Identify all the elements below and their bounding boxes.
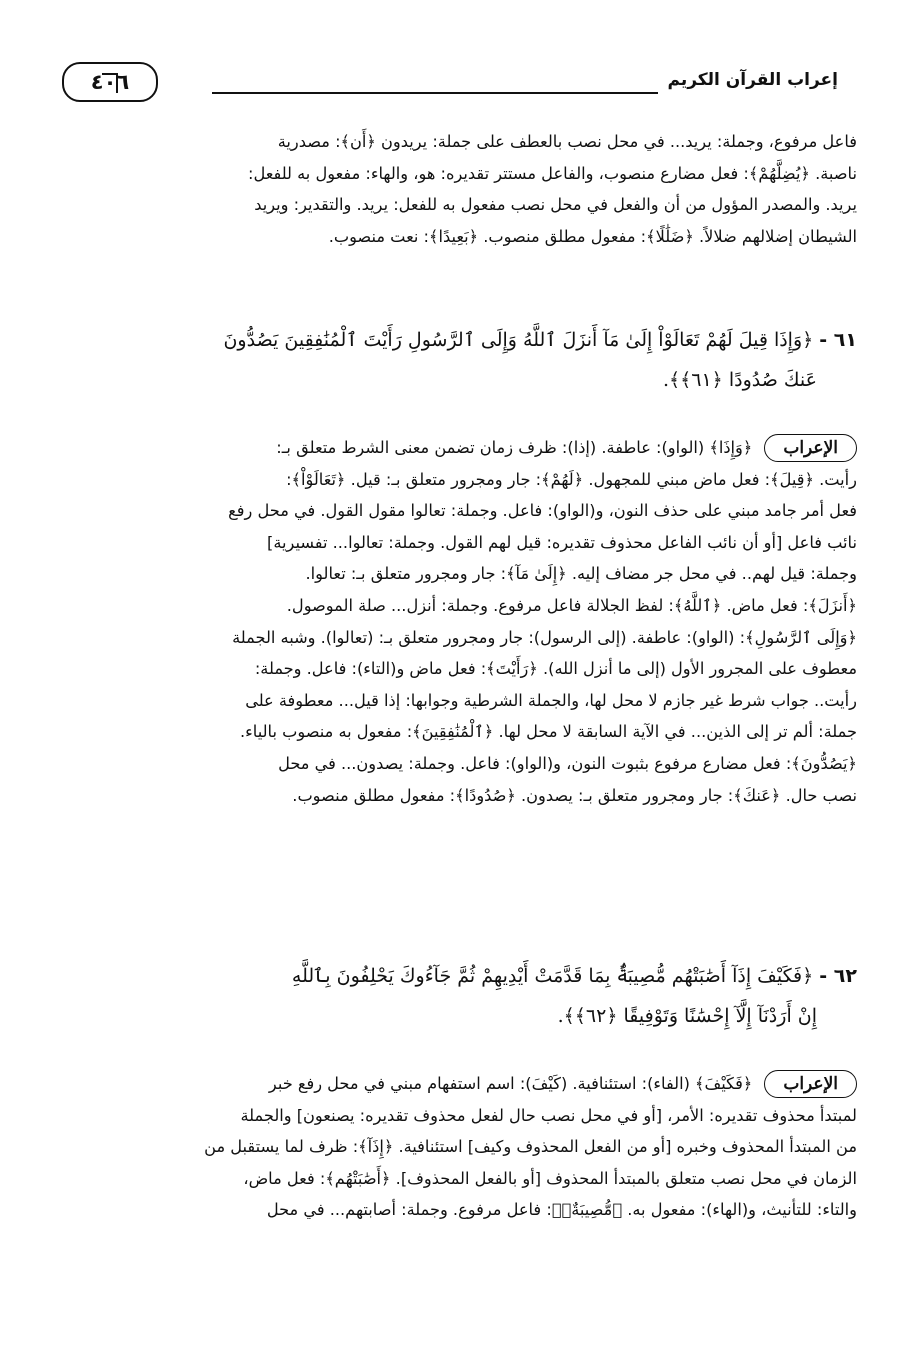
text-line: الشيطان إضلالهم ضلالاً. ﴿ضَلَٰلًا﴾: مفعول مطلق منصوب. ﴿بَعِيدًا﴾: نعت منصوب. [328,226,857,246]
text-line: معطوف على المجرور الأول (إلى ما أنزل الله). ﴿رَأَيْتَ﴾: فعل ماض و(التاء): فاعل. وجملة: [254,659,857,679]
intro-paragraph [50,126,857,252]
irab-label: الإعراب [764,1070,857,1098]
verse-number: ٦٢ - [819,965,857,987]
verse-line: عَنكَ صُدُودًا ﴿٦١﴾﴾. [662,369,817,391]
text-line: رأيت. ﴿قِيلَ﴾: فعل ماض مبني للمجهول. ﴿لَهُمْ﴾: جار ومجرور متعلق بـ: قيل. ﴿تَعَالَوْاْ﴾: [286,469,857,489]
verse-text: ﴿وَإِذَا قِيلَ لَهُمْ تَعَالَوْاْ إِلَىٰ مَآ أَنزَلَ ٱللَّهُ وَإِلَى ٱلرَّسُولِ رَأَيْتَ ٱلْمُنَٰفِقِينَ يَصُدُّونَ [223,329,814,351]
verse-text: ﴿فَكَيْفَ إِذَآ أَصَٰبَتْهُم مُّصِيبَةٌۢ بِمَا قَدَّمَتْ أَيْدِيهِمْ ثُمَّ جَآءُوكَ يَحْلِفُونَ بِٱللَّهِ [291,965,814,987]
text-line: ﴿فَكَيْفَ﴾ (الفاء): استئنافية. (كَيْفَ): اسم استفهام مبني في محل رفع خبر [268,1074,753,1093]
header-rule [212,92,658,94]
verse-line: إِنْ أَرَدْنَآ إِلَّآ إِحْسَٰنًا وَتَوْفِيقًا ﴿٦٢﴾﴾. [557,1005,817,1027]
text-line: وجملة: قيل لهم.. في محل جر مضاف إليه. ﴿إِلَىٰ مَآ﴾: جار ومجرور متعلق بـ: تعالوا. [305,564,857,584]
text-line: ﴿يَصُدُّونَ﴾: فعل مضارع مرفوع بثبوت النون، و(الواو): فاعل. وجملة: يصدون... في محل [278,753,857,773]
text-line: فاعل مرفوع، وجملة: يريد... في محل نصب بالعطف على جملة: يريدون ﴿أَن﴾: مصدرية [277,132,857,151]
text-line: نصب حال. ﴿عَنكَ﴾: جار ومجرور متعلق بـ: يصدون. ﴿صُدُودًا﴾: مفعول مطلق منصوب. [292,785,857,805]
text-line: ﴿وَإِذَا﴾ (الواو): عاطفة. (إذا): ظرف زمان تضمن معنى الشرط متعلق بـ: [276,438,753,457]
text-line: لمبتدأ محذوف تقديره: الأمر، [أو في محل نصب حال لفعل محذوف تقديره: يصنعون] والجملة [240,1105,857,1125]
text-line: نائب فاعل [أو أن نائب الفاعل محذوف تقديره: قيل لهم القول. وجملة: تعالوا... تفسيرية] [267,532,857,552]
text-line: من المبتدأ المحذوف وخبره [أو من الفعل المحذوف وكيف] استئنافية. ﴿إِذَآ﴾: ظرف لما يستقبل من [204,1137,857,1157]
verse-62 [50,956,857,1036]
verse-number: ٦١ - [819,329,857,351]
irab-61 [50,432,857,811]
verse-61 [50,320,857,400]
page-header [62,62,838,108]
text-line: ﴿وَإِلَى ٱلرَّسُولِ﴾: (الواو): عاطفة. (إلى الرسول): جار ومجرور متعلق بـ: (تعالوا). وشبه الجملة [232,627,857,647]
page-number: ٤٠٦ [62,62,158,102]
text-line: ناصبة. ﴿يُضِلَّهُمْ﴾: فعل مضارع منصوب، والفاعل مستتر تقديره: هو، والهاء: مفعول به للفعل: [247,163,857,183]
text-line: جملة: ألم تر إلى الذين... في الآية السابقة لا محل لها. ﴿ٱلْمُنَٰفِقِينَ﴾: مفعول به منصوب بالياء. [240,722,857,742]
text-line: يريد. والمصدر المؤول من أن والفعل في محل نصب مفعول به للفعل: يريد. والتقدير: ويريد [254,195,857,215]
verse-line [50,956,857,996]
text-line: فعل أمر جامد مبني على حذف النون، و(الواو): فاعل. وجملة: تعالوا مقول القول. في محل رفع [228,501,857,521]
text-line: ﴿أَنزَلَ﴾: فعل ماض. ﴿ٱللَّهُ﴾: لفظ الجلالة فاعل مرفوع. وجملة: أنزل... صلة الموصول. [286,595,857,615]
verse-line [50,320,857,360]
text-line: الزمان في محل نصب متعلق بالمبتدأ المحذوف [أو بالفعل المحذوف]. ﴿أَصَٰبَتْهُم﴾: فعل ماض، [243,1168,857,1188]
text-line: رأيت.. جواب شرط غير جازم لا محل لها، والجملة الشرطية وجوابها: إذا قيل... معطوفة على [245,690,857,710]
irab-62 [50,1068,857,1226]
book-title: إعراب القرآن الكريم [667,70,838,90]
text-line: والتاء: للتأنيث، و(الهاء): مفعول به. ﴿مُّصِيبَةٌۢ﴾: فاعل مرفوع. وجملة: أصابتهم... في محل [266,1200,857,1220]
irab-label: الإعراب [764,434,857,462]
